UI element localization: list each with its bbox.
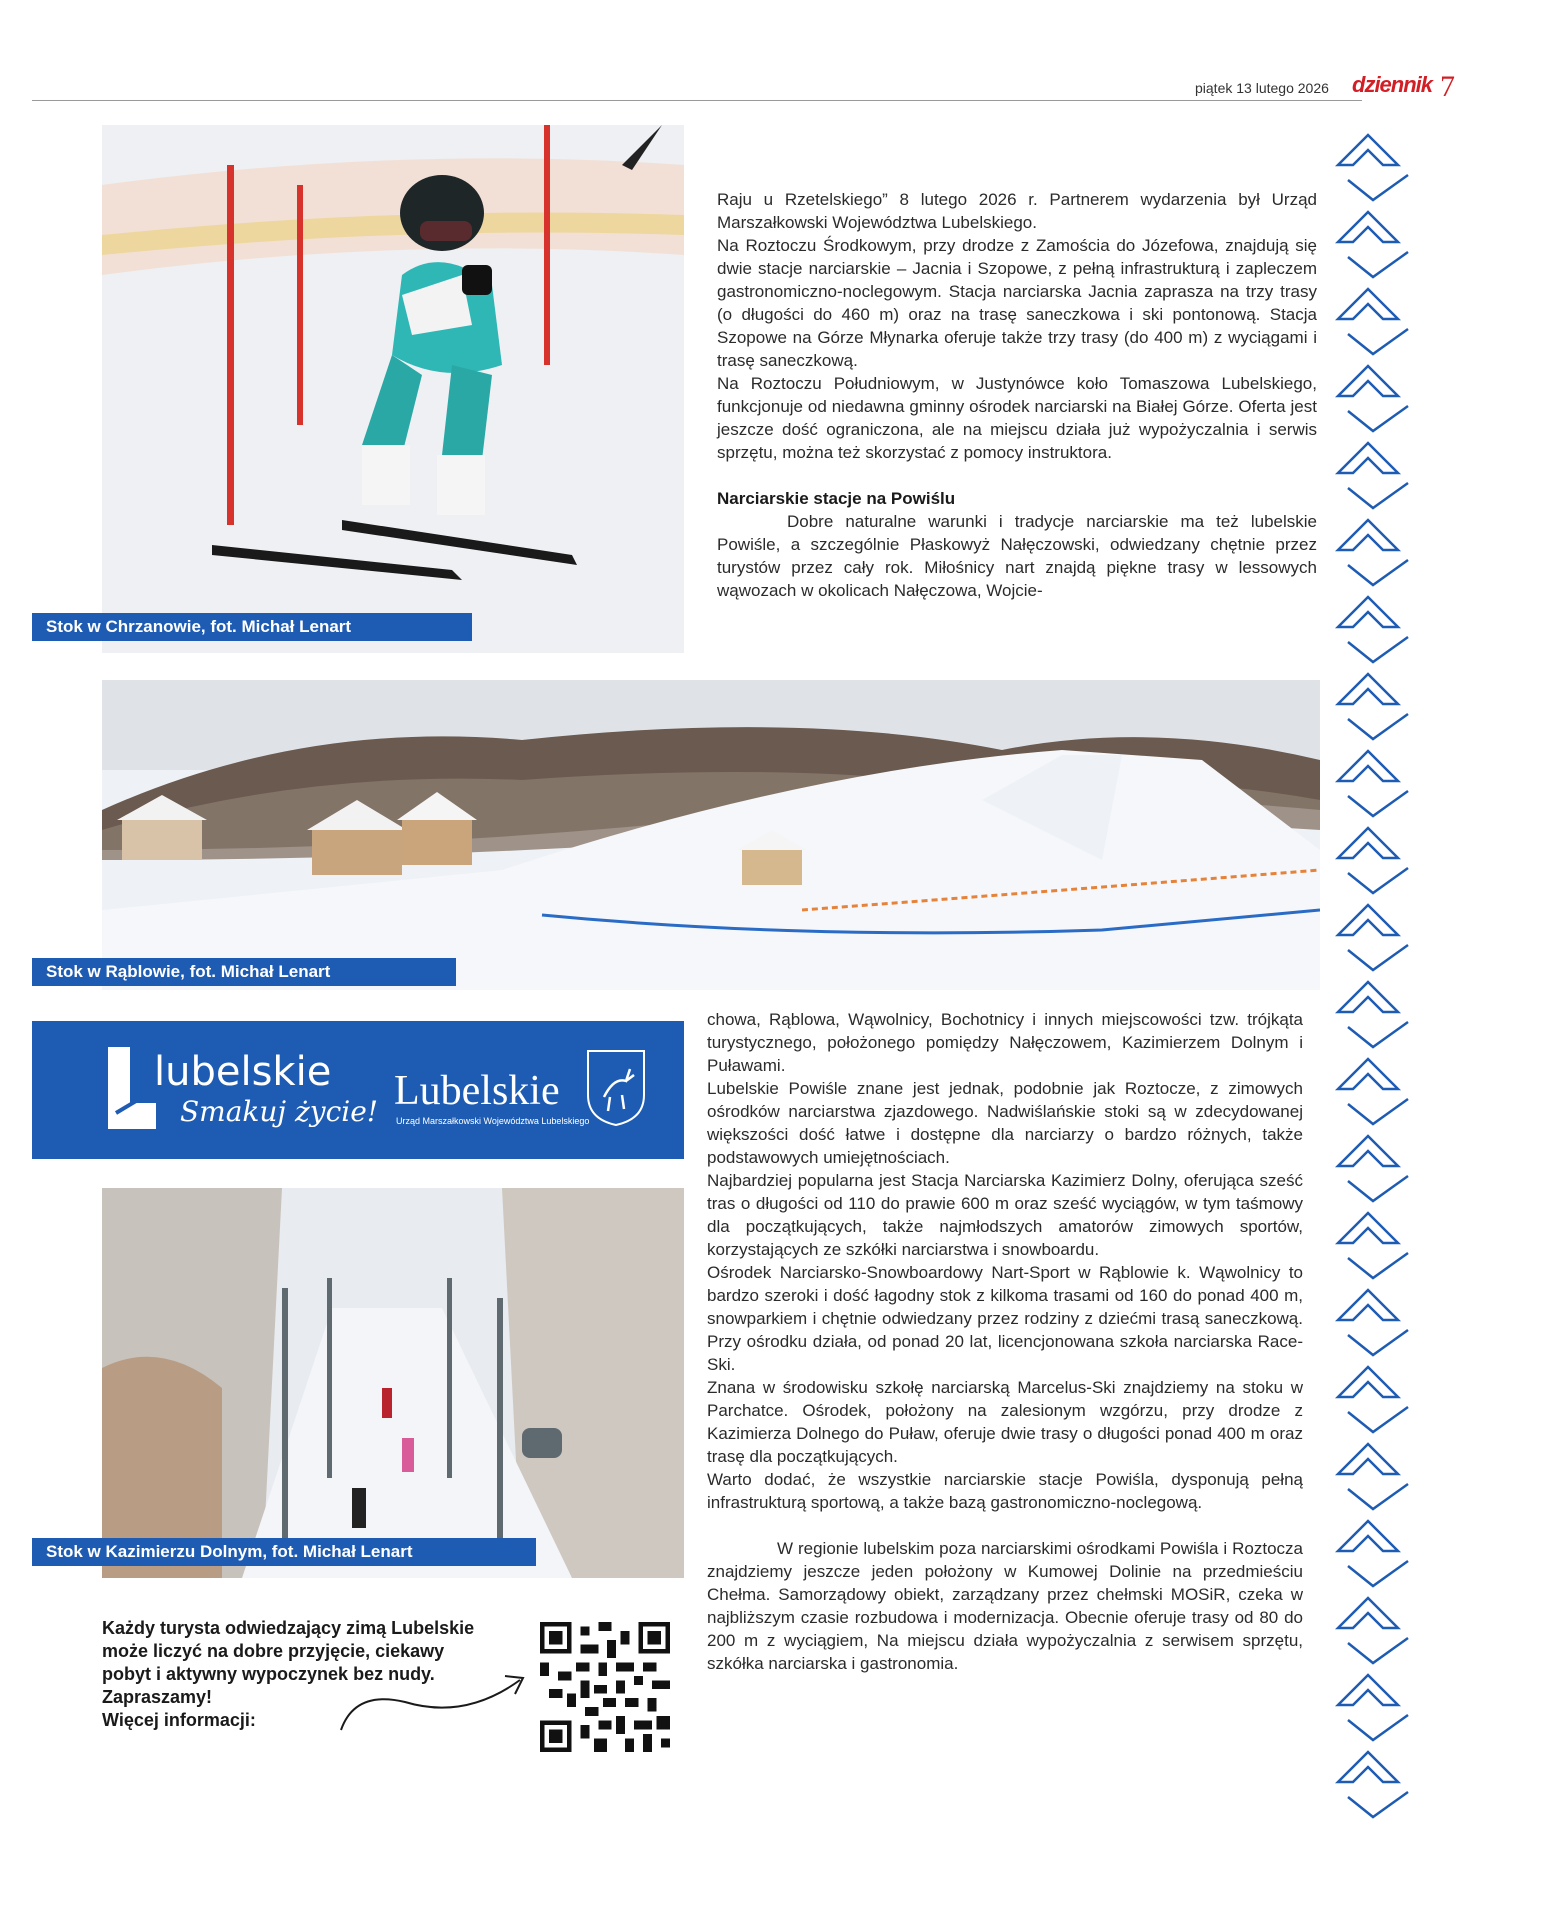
header-rule bbox=[32, 100, 1362, 101]
pattern-stroke bbox=[1348, 791, 1408, 816]
section-heading: Narciarskie stacje na Powiślu bbox=[717, 489, 956, 508]
pattern-stroke bbox=[1348, 483, 1408, 508]
paragraph: Na Roztoczu Południowym, w Justynówce koło Tomaszowa Lubelskiego, funkcjonuje od niedawna gminny ośrodek narciarski na Białej Górze. Oferta jest jeszcze dość ograniczona, ale na miejscu działa już wypożyczalnia i serwis sprzętu, można też skorzystać z pomocy instruktora. bbox=[717, 374, 1317, 462]
brand-lubelskie-official: Lubelskie bbox=[394, 1068, 560, 1114]
qr-code-icon[interactable] bbox=[540, 1622, 670, 1752]
decorative-pattern bbox=[1328, 125, 1418, 1835]
caption-kazimierz: Stok w Kazimierzu Dolnym, fot. Michał Lenart bbox=[32, 1538, 536, 1566]
pattern-stroke bbox=[1348, 868, 1408, 893]
paragraph: Dobre naturalne warunki i tradycje narciarskie ma też lubelskie Powiśle, a szczególnie Płaskowyż Nałęczowski, odwiedzany chętnie przez turystów przez cały rok. Miłośnicy nart znajdą piękne trasy w lessowych wąwozach w okolicach Nałęczowa, Wojcie- bbox=[717, 512, 1317, 600]
pattern-chevron bbox=[1338, 212, 1398, 242]
pattern-stroke bbox=[1348, 637, 1408, 662]
pattern-chevron bbox=[1338, 443, 1398, 473]
pattern-stroke bbox=[1348, 1330, 1408, 1355]
promo-text: Każdy turysta odwiedzający zimą Lubelskie może liczyć na dobre przyjęcie, ciekawy pobyt i aktywny wypoczynek bez nudy. bbox=[102, 1618, 475, 1684]
paragraph: Raju u Rzetelskiego” 8 lutego 2026 r. Partnerem wydarzenia był Urząd Marszałkowski Województwa Lubelskiego. bbox=[717, 190, 1317, 232]
caption-rablow: Stok w Rąblowie, fot. Michał Lenart bbox=[32, 958, 456, 986]
brand-slogan: Smakuj życie! bbox=[180, 1095, 379, 1128]
pattern-stroke bbox=[1348, 175, 1408, 200]
office-name: Urząd Marszałkowski Województwa Lubelskiego bbox=[396, 1116, 590, 1126]
arrow-icon bbox=[335, 1660, 535, 1740]
pattern-stroke bbox=[1348, 252, 1408, 277]
caption-chrzanow: Stok w Chrzanowie, fot. Michał Lenart bbox=[32, 613, 472, 641]
pattern-chevron bbox=[1338, 1521, 1398, 1551]
pattern-stroke bbox=[1348, 1638, 1408, 1663]
pattern-stroke bbox=[1348, 1253, 1408, 1278]
promo-invite: Zapraszamy! bbox=[102, 1687, 213, 1707]
pattern-stroke bbox=[1348, 560, 1408, 585]
pattern-chevron bbox=[1338, 1290, 1398, 1320]
pattern-chevron bbox=[1338, 674, 1398, 704]
pattern-stroke bbox=[1348, 1022, 1408, 1047]
pattern-chevron bbox=[1338, 1675, 1398, 1705]
paragraph: Ośrodek Narciarsko-Snowboardowy Nart-Sport w Rąblowie k. Wąwolnicy to bardzo szeroki i dość łagodny stok z kilkoma trasami od 160 do ponad 400 m, snowparkiem i chętnie odwiedzany przez rodziny z dziećmi trasą saneczkową. Przy ośrodku działa, od ponad 20 lat, licencjonowana szkoła narciarska Race-Ski. bbox=[707, 1263, 1303, 1374]
pattern-chevron bbox=[1338, 366, 1398, 396]
lubelskie-banner bbox=[32, 1021, 684, 1159]
pattern-chevron bbox=[1338, 289, 1398, 319]
pattern-stroke bbox=[1348, 406, 1408, 431]
paragraph: Warto dodać, że wszystkie narciarskie stacje Powiśla, dysponują pełną infrastrukturą sportową, a także bazą gastronomiczno-noclegową. bbox=[707, 1470, 1303, 1512]
article-column-bottom bbox=[707, 1008, 1303, 1675]
pattern-chevron bbox=[1338, 828, 1398, 858]
brand-lubelskie: lubelskie bbox=[154, 1049, 332, 1095]
pattern-stroke bbox=[1348, 714, 1408, 739]
pattern-chevron bbox=[1338, 597, 1398, 627]
paragraph: W regionie lubelskim poza narciarskimi ośrodkami Powiśla i Roztocza znajdziemy jeszcze jeden położony w Kumowej Dolinie na przedmieściu Chełma. Samorządowy obiekt, zarządzany przez chełmski MOSiR, czeka w najbliższym czasie rozbudowa i modernizacja. Obecnie oferuje trasy od 80 do 200 m z wyciągiem, Na miejscu działa wypożyczalnia z serwisem sprzętu, szkółka narciarska i gastronomia. bbox=[707, 1539, 1303, 1673]
paragraph: Najbardziej popularna jest Stacja Narciarska Kazimierz Dolny, oferująca sześć tras o długości od 110 do prawie 600 m oraz sześć wyciągów, w tym taśmowy dla początkujących, także najmłodszych amatorów zimowych sportów, korzystających ze szkółki narciarstwa i snowboardu. bbox=[707, 1171, 1303, 1259]
pattern-chevron bbox=[1338, 905, 1398, 935]
pattern-chevron bbox=[1338, 1213, 1398, 1243]
pattern-chevron bbox=[1338, 1367, 1398, 1397]
pattern-stroke bbox=[1348, 1407, 1408, 1432]
page-number: 7 bbox=[1440, 70, 1455, 103]
photo-chrzanow bbox=[102, 125, 684, 653]
pattern-stroke bbox=[1348, 1715, 1408, 1740]
paragraph: Znana w środowisku szkołę narciarską Marcelus-Ski znajdziemy na stoku w Parchatce. Ośrodek, położony na zalesionym wzgórzu, przy drodze z Kazimierza Dolnego do Puław, oferuje dwie trasy o długości ponad 400 m oraz trasę dla początkujących. bbox=[707, 1378, 1303, 1466]
pattern-chevron bbox=[1338, 982, 1398, 1012]
pattern-chevron bbox=[1338, 520, 1398, 550]
pattern-stroke bbox=[1348, 945, 1408, 970]
pattern-stroke bbox=[1348, 1561, 1408, 1586]
pattern-stroke bbox=[1348, 1099, 1408, 1124]
pattern-chevron bbox=[1338, 1598, 1398, 1628]
photo-rablow bbox=[102, 680, 1320, 990]
pattern-chevron bbox=[1338, 1059, 1398, 1089]
pattern-chevron bbox=[1338, 1752, 1398, 1782]
pattern-stroke bbox=[1348, 329, 1408, 354]
pattern-chevron bbox=[1338, 751, 1398, 781]
pattern-chevron bbox=[1338, 1136, 1398, 1166]
photo-kazimierz bbox=[102, 1188, 684, 1578]
pattern-stroke bbox=[1348, 1176, 1408, 1201]
pattern-stroke bbox=[1348, 1484, 1408, 1509]
paragraph: Na Roztoczu Środkowym, przy drodze z Zamościa do Józefowa, znajdują się dwie stacje narciarskie – Jacnia i Szopowe, z pełną infrastrukturą i zapleczem gastronomiczno-noclegowym. Stacja narciarska Jacnia zaprasza na trzy trasy (o długości do 460 m) oraz na trasę saneczkowa i ski pontonową. Stacja Szopowe na Górze Młynarka oferuje także trzy trasy (do 400 m) z wyciągami i trasę saneczkową. bbox=[717, 236, 1317, 370]
promo-more-info: Więcej informacji: bbox=[102, 1710, 256, 1730]
pattern-stroke bbox=[1348, 1792, 1408, 1817]
pattern-chevron bbox=[1338, 1444, 1398, 1474]
paragraph: chowa, Rąblowa, Wąwolnicy, Bochotnicy i innych miejscowości tzw. trójkąta turystycznego, położonego pomiędzy Nałęczowem, Kazimierzem Dolnym i Puławami. bbox=[707, 1010, 1303, 1075]
skier-logo-icon bbox=[102, 1043, 158, 1133]
deer-crest-icon bbox=[584, 1047, 648, 1127]
issue-date: piątek 13 lutego 2026 bbox=[1195, 80, 1329, 96]
pattern-chevron bbox=[1338, 135, 1398, 165]
paragraph: Lubelskie Powiśle znane jest jednak, podobnie jak Roztocze, z zimowych ośrodków narciarstwa zjazdowego. Nadwiślańskie stoki są w zdecydowanej większości dość łatwe i dostępne dla narciarzy o bardzo różnych, także podstawowych umiejętnościach. bbox=[707, 1079, 1303, 1167]
newspaper-logo: dziennik bbox=[1352, 72, 1433, 97]
article-column-top bbox=[717, 188, 1317, 602]
